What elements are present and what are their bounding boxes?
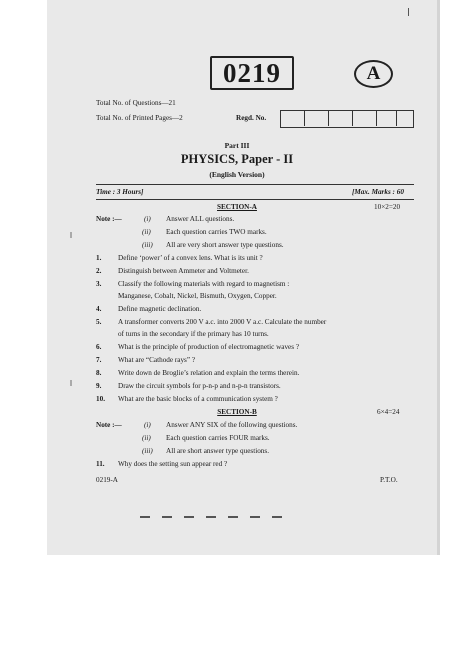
note-num: (iii): [142, 241, 153, 249]
regd-cell: [396, 110, 397, 126]
paper-code: 0219: [210, 56, 294, 90]
question-text: Define ‘power’ of a convex lens. What is its unit ?: [118, 254, 263, 262]
question-text: Classify the following materials with regard to magnetism :: [118, 280, 290, 288]
question-number: 1.: [96, 254, 102, 262]
section-a-note-label: Note :—: [96, 215, 122, 223]
question-number: 4.: [96, 305, 102, 313]
question-text: What is the principle of production of electromagnetic waves ?: [118, 343, 300, 351]
question-text: Distinguish between Ammeter and Voltmeter.: [118, 267, 249, 275]
question-text: A transformer converts 200 V a.c. into 2000 V a.c. Calculate the number: [118, 318, 327, 326]
divider: [96, 199, 414, 200]
question-text: of turns in the secondary if the primary has 10 turns.: [118, 330, 269, 338]
note-num: (i): [144, 421, 151, 429]
section-b-heading: SECTION-B: [217, 408, 257, 416]
note-num: (ii): [142, 434, 151, 442]
scan-mark: [70, 380, 72, 386]
note-num: (ii): [142, 228, 151, 236]
question-number: 6.: [96, 343, 102, 351]
note-text: Each question carries FOUR marks.: [166, 434, 270, 442]
scan-artifact-dashes: [140, 505, 310, 509]
note-num: (i): [144, 215, 151, 223]
question-text: Write down de Broglie’s relation and explain the terms therein.: [118, 369, 300, 377]
note-text: All are short answer type questions.: [166, 447, 269, 455]
version-label: (English Version): [209, 170, 265, 179]
section-a-marks: 10×2=20: [374, 203, 401, 211]
part-label: Part III: [224, 141, 250, 150]
question-text: Manganese, Cobalt, Nickel, Bismuth, Oxygen, Copper.: [118, 292, 277, 300]
question-number: 5.: [96, 318, 102, 326]
footer-code: 0219-A: [96, 476, 118, 484]
question-text: Define magnetic declination.: [118, 305, 202, 313]
scan-mark: [408, 8, 409, 16]
question-number: 3.: [96, 280, 102, 288]
question-number: 7.: [96, 356, 102, 364]
question-number: 10.: [96, 395, 105, 403]
total-questions: Total No. of Questions—21: [96, 99, 176, 107]
section-b-note-label: Note :—: [96, 421, 122, 429]
divider: [96, 184, 414, 185]
max-marks: [Max. Marks : 60: [352, 188, 404, 196]
regd-label: Regd. No.: [236, 114, 267, 122]
question-number: 2.: [96, 267, 102, 275]
question-number: 8.: [96, 369, 102, 377]
time-label: Time : 3 Hours]: [96, 188, 144, 196]
note-text: Answer ALL questions.: [166, 215, 235, 223]
question-number: 9.: [96, 382, 102, 390]
regd-cell: [328, 110, 329, 126]
set-letter: A: [354, 60, 393, 88]
regd-cell: [352, 110, 353, 126]
question-number: 11.: [96, 460, 105, 468]
question-text: What are “Cathode rays” ?: [118, 356, 196, 364]
subject-title: PHYSICS, Paper - II: [180, 152, 294, 166]
question-text: What are the basic blocks of a communication system ?: [118, 395, 278, 403]
pto-label: P.T.O.: [380, 476, 398, 484]
regd-cell: [376, 110, 377, 126]
total-pages: Total No. of Printed Pages—2: [96, 114, 183, 122]
question-text: Why does the setting sun appear red ?: [118, 460, 228, 468]
page-edge-shadow: [437, 0, 440, 555]
note-text: Answer ANY SIX of the following questions.: [166, 421, 298, 429]
regd-number-box: [280, 110, 414, 128]
question-text: Draw the circuit symbols for p-n-p and n-p-n transistors.: [118, 382, 281, 390]
scan-mark: [70, 232, 72, 238]
note-text: Each question carries TWO marks.: [166, 228, 267, 236]
regd-cell: [304, 110, 305, 126]
note-num: (iii): [142, 447, 153, 455]
note-text: All are very short answer type questions.: [166, 241, 284, 249]
section-b-marks: 6×4=24: [377, 408, 400, 416]
section-a-heading: SECTION-A: [217, 203, 257, 211]
